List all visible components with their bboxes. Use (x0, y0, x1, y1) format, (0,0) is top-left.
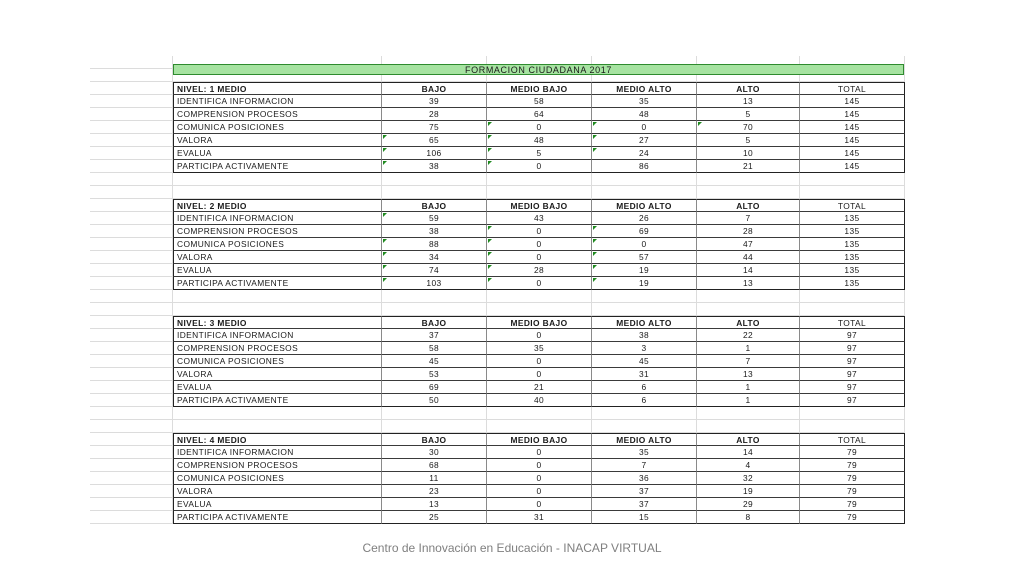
row-label[interactable]: VALORA (173, 368, 382, 381)
empty-cell[interactable] (90, 381, 173, 394)
empty-cell[interactable] (90, 95, 173, 108)
value-cell[interactable]: 145 (800, 147, 905, 160)
value-cell[interactable]: 26 (592, 212, 697, 225)
empty-cell[interactable] (90, 121, 173, 134)
section-level-label[interactable]: NIVEL: 3 MEDIO (173, 316, 382, 329)
value-cell[interactable]: 97 (800, 329, 905, 342)
spreadsheet-row (90, 407, 905, 420)
value-cell[interactable]: 7 (697, 355, 800, 368)
value-cell[interactable]: 35 (592, 446, 697, 459)
empty-cell[interactable] (697, 186, 800, 199)
section-level-label[interactable]: NIVEL: 2 MEDIO (173, 199, 382, 212)
value-cell[interactable]: 58 (382, 342, 487, 355)
value-cell[interactable]: 36 (592, 472, 697, 485)
value-cell[interactable]: 32 (697, 472, 800, 485)
row-label[interactable]: COMPRENSION PROCESOS (173, 225, 382, 238)
table-row (90, 472, 905, 485)
value-cell[interactable]: 79 (800, 511, 905, 524)
value-cell[interactable]: 1 (697, 381, 800, 394)
table-row (90, 264, 905, 277)
value-cell[interactable]: 14 (697, 446, 800, 459)
value-cell[interactable]: 97 (800, 368, 905, 381)
empty-cell[interactable] (90, 342, 173, 355)
table-row (90, 498, 905, 511)
empty-cell[interactable] (592, 173, 697, 186)
value-cell[interactable]: 19 (592, 277, 697, 290)
value-cell[interactable]: 7 (592, 459, 697, 472)
table-row (90, 446, 905, 459)
table-row (90, 394, 905, 407)
empty-cell[interactable] (173, 173, 382, 186)
value-cell[interactable]: 97 (800, 394, 905, 407)
value-cell[interactable]: 135 (800, 212, 905, 225)
value-cell[interactable]: 6 (592, 394, 697, 407)
value-cell[interactable]: 53 (382, 368, 487, 381)
empty-cell[interactable] (90, 108, 173, 121)
empty-cell[interactable] (173, 420, 382, 433)
table-row (90, 251, 905, 264)
spreadsheet-row (90, 420, 905, 433)
table-row (90, 108, 905, 121)
empty-cell[interactable] (90, 316, 173, 329)
table-row (90, 147, 905, 160)
empty-cell[interactable] (90, 277, 173, 290)
value-cell[interactable]: 35 (487, 342, 592, 355)
value-cell[interactable]: 0 (487, 498, 592, 511)
value-cell[interactable]: 28 (697, 225, 800, 238)
row-label[interactable]: EVALUA (173, 381, 382, 394)
column-header-alto[interactable]: ALTO (697, 82, 800, 95)
column-header-medio-bajo[interactable]: MEDIO BAJO (487, 199, 592, 212)
section-header-row (90, 199, 905, 212)
row-label[interactable]: PARTICIPA ACTIVAMENTE (173, 511, 382, 524)
value-cell[interactable]: 79 (800, 485, 905, 498)
empty-cell[interactable] (173, 407, 382, 420)
value-cell[interactable]: 39 (382, 95, 487, 108)
value-cell[interactable]: 79 (800, 498, 905, 511)
value-cell[interactable]: 74 (382, 264, 487, 277)
value-cell[interactable]: 37 (592, 498, 697, 511)
column-header-bajo[interactable]: BAJO (382, 316, 487, 329)
empty-cell[interactable] (90, 199, 173, 212)
column-header-medio-alto[interactable]: MEDIO ALTO (592, 433, 697, 446)
empty-cell[interactable] (800, 173, 905, 186)
value-cell[interactable]: 31 (487, 511, 592, 524)
value-cell[interactable]: 0 (487, 368, 592, 381)
value-cell[interactable]: 3 (592, 342, 697, 355)
value-cell[interactable]: 24 (592, 147, 697, 160)
value-cell[interactable]: 5 (697, 134, 800, 147)
empty-cell[interactable] (90, 134, 173, 147)
column-header-total[interactable]: TOTAL (800, 82, 905, 95)
empty-cell[interactable] (90, 238, 173, 251)
column-header-medio-alto[interactable]: MEDIO ALTO (592, 316, 697, 329)
column-header-bajo[interactable]: BAJO (382, 433, 487, 446)
empty-cell[interactable] (90, 485, 173, 498)
empty-cell[interactable] (697, 407, 800, 420)
value-cell[interactable]: 44 (697, 251, 800, 264)
value-cell[interactable]: 31 (592, 368, 697, 381)
table-row (90, 212, 905, 225)
empty-cell[interactable] (90, 511, 173, 524)
section-header-row (90, 316, 905, 329)
section-level-label[interactable]: NIVEL: 1 MEDIO (173, 82, 382, 95)
value-cell[interactable]: 65 (382, 134, 487, 147)
empty-cell[interactable] (90, 303, 173, 316)
empty-cell[interactable] (90, 186, 173, 199)
empty-cell[interactable] (382, 303, 487, 316)
empty-cell[interactable] (800, 407, 905, 420)
value-cell[interactable]: 75 (382, 121, 487, 134)
empty-cell[interactable] (90, 173, 173, 186)
empty-cell[interactable] (800, 303, 905, 316)
empty-cell[interactable] (173, 303, 382, 316)
value-cell[interactable]: 59 (382, 212, 487, 225)
empty-cell[interactable] (90, 472, 173, 485)
value-cell[interactable]: 135 (800, 251, 905, 264)
value-cell[interactable]: 58 (487, 95, 592, 108)
row-label[interactable]: COMUNICA POSICIONES (173, 238, 382, 251)
empty-cell[interactable] (382, 407, 487, 420)
value-cell[interactable]: 35 (592, 95, 697, 108)
value-cell[interactable]: 0 (487, 160, 592, 173)
empty-cell[interactable] (90, 264, 173, 277)
table-row (90, 485, 905, 498)
empty-cell[interactable] (90, 160, 173, 173)
row-label[interactable]: EVALUA (173, 147, 382, 160)
row-label[interactable]: PARTICIPA ACTIVAMENTE (173, 160, 382, 173)
value-cell[interactable]: 68 (382, 459, 487, 472)
value-cell[interactable]: 34 (382, 251, 487, 264)
value-cell[interactable]: 1 (697, 342, 800, 355)
value-cell[interactable]: 0 (487, 446, 592, 459)
value-cell[interactable]: 135 (800, 277, 905, 290)
empty-cell[interactable] (487, 173, 592, 186)
column-header-alto[interactable]: ALTO (697, 199, 800, 212)
section-header-row (90, 433, 905, 446)
table-row (90, 342, 905, 355)
value-cell[interactable]: 21 (697, 160, 800, 173)
row-label[interactable]: PARTICIPA ACTIVAMENTE (173, 394, 382, 407)
value-cell[interactable]: 29 (697, 498, 800, 511)
empty-cell[interactable] (90, 329, 173, 342)
value-cell[interactable]: 135 (800, 238, 905, 251)
empty-cell[interactable] (90, 420, 173, 433)
row-label[interactable]: COMPRENSION PROCESOS (173, 108, 382, 121)
empty-cell[interactable] (697, 303, 800, 316)
value-cell[interactable]: 0 (487, 251, 592, 264)
row-label[interactable]: IDENTIFICA INFORMACION (173, 329, 382, 342)
row-label[interactable]: COMUNICA POSICIONES (173, 121, 382, 134)
column-header-alto[interactable]: ALTO (697, 433, 800, 446)
row-label[interactable]: VALORA (173, 485, 382, 498)
value-cell[interactable]: 0 (487, 459, 592, 472)
table-row (90, 511, 905, 524)
empty-cell[interactable] (592, 290, 697, 303)
empty-cell[interactable] (90, 212, 173, 225)
spreadsheet-row (90, 303, 905, 316)
value-cell[interactable]: 47 (697, 238, 800, 251)
table-row (90, 121, 905, 134)
value-cell[interactable]: 37 (382, 329, 487, 342)
table-title[interactable]: FORMACION CIUDADANA 2017 (173, 64, 904, 75)
row-label[interactable]: VALORA (173, 134, 382, 147)
column-header-medio-alto[interactable]: MEDIO ALTO (592, 199, 697, 212)
value-cell[interactable]: 79 (800, 472, 905, 485)
empty-cell[interactable] (90, 69, 173, 82)
value-cell[interactable]: 135 (800, 225, 905, 238)
value-cell[interactable]: 27 (592, 134, 697, 147)
value-cell[interactable]: 0 (592, 238, 697, 251)
value-cell[interactable]: 13 (697, 277, 800, 290)
value-cell[interactable]: 11 (382, 472, 487, 485)
value-cell[interactable]: 145 (800, 134, 905, 147)
empty-cell[interactable] (800, 420, 905, 433)
empty-cell[interactable] (90, 290, 173, 303)
column-header-medio-bajo[interactable]: MEDIO BAJO (487, 433, 592, 446)
empty-cell[interactable] (800, 290, 905, 303)
spreadsheet-row (90, 173, 905, 186)
empty-cell[interactable] (592, 420, 697, 433)
row-label[interactable]: COMPRENSION PROCESOS (173, 342, 382, 355)
empty-cell[interactable] (90, 459, 173, 472)
row-label[interactable]: IDENTIFICA INFORMACION (173, 212, 382, 225)
column-header-medio-bajo[interactable]: MEDIO BAJO (487, 316, 592, 329)
value-cell[interactable]: 57 (592, 251, 697, 264)
value-cell[interactable]: 38 (382, 225, 487, 238)
value-cell[interactable]: 48 (592, 108, 697, 121)
value-cell[interactable]: 0 (592, 121, 697, 134)
table-row (90, 134, 905, 147)
table-row (90, 277, 905, 290)
value-cell[interactable]: 64 (487, 108, 592, 121)
value-cell[interactable]: 13 (697, 368, 800, 381)
value-cell[interactable]: 79 (800, 459, 905, 472)
value-cell[interactable]: 106 (382, 147, 487, 160)
value-cell[interactable]: 23 (382, 485, 487, 498)
column-header-medio-alto[interactable]: MEDIO ALTO (592, 82, 697, 95)
column-header-bajo[interactable]: BAJO (382, 199, 487, 212)
empty-cell[interactable] (90, 394, 173, 407)
value-cell[interactable]: 38 (382, 160, 487, 173)
value-cell[interactable]: 88 (382, 238, 487, 251)
value-cell[interactable]: 19 (697, 485, 800, 498)
value-cell[interactable]: 5 (487, 147, 592, 160)
value-cell[interactable]: 145 (800, 108, 905, 121)
value-cell[interactable]: 0 (487, 485, 592, 498)
table-row (90, 95, 905, 108)
value-cell[interactable]: 10 (697, 147, 800, 160)
row-label[interactable]: VALORA (173, 251, 382, 264)
empty-cell[interactable] (90, 368, 173, 381)
spreadsheet (90, 56, 905, 522)
value-cell[interactable]: 0 (487, 238, 592, 251)
table-row (90, 459, 905, 472)
value-cell[interactable]: 0 (487, 329, 592, 342)
row-label[interactable]: COMPRENSION PROCESOS (173, 459, 382, 472)
empty-cell[interactable] (382, 420, 487, 433)
value-cell[interactable]: 13 (697, 95, 800, 108)
empty-cell[interactable] (487, 290, 592, 303)
value-cell[interactable]: 6 (592, 381, 697, 394)
value-cell[interactable]: 0 (487, 355, 592, 368)
value-cell[interactable]: 69 (382, 381, 487, 394)
value-cell[interactable]: 45 (382, 355, 487, 368)
empty-cell[interactable] (90, 446, 173, 459)
empty-cell[interactable] (90, 251, 173, 264)
column-header-total[interactable]: TOTAL (800, 316, 905, 329)
table-row (90, 225, 905, 238)
value-cell[interactable]: 38 (592, 329, 697, 342)
value-cell[interactable]: 30 (382, 446, 487, 459)
value-cell[interactable]: 21 (487, 381, 592, 394)
empty-cell[interactable] (90, 355, 173, 368)
spreadsheet-row (90, 186, 905, 199)
empty-cell[interactable] (90, 433, 173, 446)
value-cell[interactable]: 69 (592, 225, 697, 238)
empty-cell[interactable] (382, 186, 487, 199)
value-cell[interactable]: 135 (800, 264, 905, 277)
section-level-label[interactable]: NIVEL: 4 MEDIO (173, 433, 382, 446)
table-row (90, 368, 905, 381)
row-label[interactable]: COMUNICA POSICIONES (173, 472, 382, 485)
column-header-bajo[interactable]: BAJO (382, 82, 487, 95)
value-cell[interactable]: 97 (800, 342, 905, 355)
row-label[interactable]: EVALUA (173, 498, 382, 511)
empty-cell[interactable] (487, 407, 592, 420)
value-cell[interactable]: 145 (800, 121, 905, 134)
row-label[interactable]: IDENTIFICA INFORMACION (173, 95, 382, 108)
empty-cell[interactable] (382, 290, 487, 303)
value-cell[interactable]: 97 (800, 355, 905, 368)
value-cell[interactable]: 25 (382, 511, 487, 524)
empty-cell[interactable] (487, 420, 592, 433)
slide-footer: Centro de Innovación en Educación - INACAP VIRTUAL (362, 541, 662, 555)
value-cell[interactable]: 79 (800, 446, 905, 459)
value-cell[interactable]: 37 (592, 485, 697, 498)
value-cell[interactable]: 28 (487, 264, 592, 277)
empty-cell[interactable] (90, 225, 173, 238)
value-cell[interactable]: 14 (697, 264, 800, 277)
empty-cell[interactable] (592, 186, 697, 199)
row-label[interactable]: EVALUA (173, 264, 382, 277)
empty-cell[interactable] (697, 420, 800, 433)
table-row (90, 238, 905, 251)
column-header-medio-bajo[interactable]: MEDIO BAJO (487, 82, 592, 95)
empty-cell[interactable] (90, 147, 173, 160)
table-row (90, 160, 905, 173)
value-cell[interactable]: 43 (487, 212, 592, 225)
value-cell[interactable]: 28 (382, 108, 487, 121)
value-cell[interactable]: 145 (800, 160, 905, 173)
row-label[interactable]: PARTICIPA ACTIVAMENTE (173, 277, 382, 290)
value-cell[interactable]: 40 (487, 394, 592, 407)
column-header-total[interactable]: TOTAL (800, 199, 905, 212)
value-cell[interactable]: 22 (697, 329, 800, 342)
value-cell[interactable]: 5 (697, 108, 800, 121)
value-cell[interactable]: 103 (382, 277, 487, 290)
empty-cell[interactable] (90, 56, 173, 69)
table-row (90, 355, 905, 368)
value-cell[interactable]: 48 (487, 134, 592, 147)
value-cell[interactable]: 13 (382, 498, 487, 511)
value-cell[interactable]: 97 (800, 381, 905, 394)
value-cell[interactable]: 0 (487, 277, 592, 290)
value-cell[interactable]: 0 (487, 121, 592, 134)
value-cell[interactable]: 0 (487, 225, 592, 238)
row-label[interactable]: COMUNICA POSICIONES (173, 355, 382, 368)
empty-cell[interactable] (592, 407, 697, 420)
column-header-alto[interactable]: ALTO (697, 316, 800, 329)
row-label[interactable]: IDENTIFICA INFORMACION (173, 446, 382, 459)
value-cell[interactable]: 19 (592, 264, 697, 277)
section-header-row (90, 82, 905, 95)
spreadsheet-row (90, 290, 905, 303)
empty-cell[interactable] (697, 173, 800, 186)
value-cell[interactable]: 45 (592, 355, 697, 368)
empty-cell[interactable] (592, 303, 697, 316)
empty-cell[interactable] (697, 290, 800, 303)
value-cell[interactable]: 15 (592, 511, 697, 524)
column-header-total[interactable]: TOTAL (800, 433, 905, 446)
value-cell[interactable]: 50 (382, 394, 487, 407)
value-cell[interactable]: 1 (697, 394, 800, 407)
table-row (90, 381, 905, 394)
empty-cell[interactable] (90, 407, 173, 420)
value-cell[interactable]: 70 (697, 121, 800, 134)
empty-cell[interactable] (487, 303, 592, 316)
value-cell[interactable]: 7 (697, 212, 800, 225)
empty-cell[interactable] (90, 82, 173, 95)
empty-cell[interactable] (487, 186, 592, 199)
empty-cell[interactable] (382, 173, 487, 186)
table-row (90, 329, 905, 342)
empty-cell[interactable] (173, 186, 382, 199)
value-cell[interactable]: 4 (697, 459, 800, 472)
value-cell[interactable]: 145 (800, 95, 905, 108)
value-cell[interactable]: 0 (487, 472, 592, 485)
empty-cell[interactable] (800, 186, 905, 199)
empty-cell[interactable] (173, 290, 382, 303)
value-cell[interactable]: 8 (697, 511, 800, 524)
value-cell[interactable]: 86 (592, 160, 697, 173)
empty-cell[interactable] (90, 498, 173, 511)
